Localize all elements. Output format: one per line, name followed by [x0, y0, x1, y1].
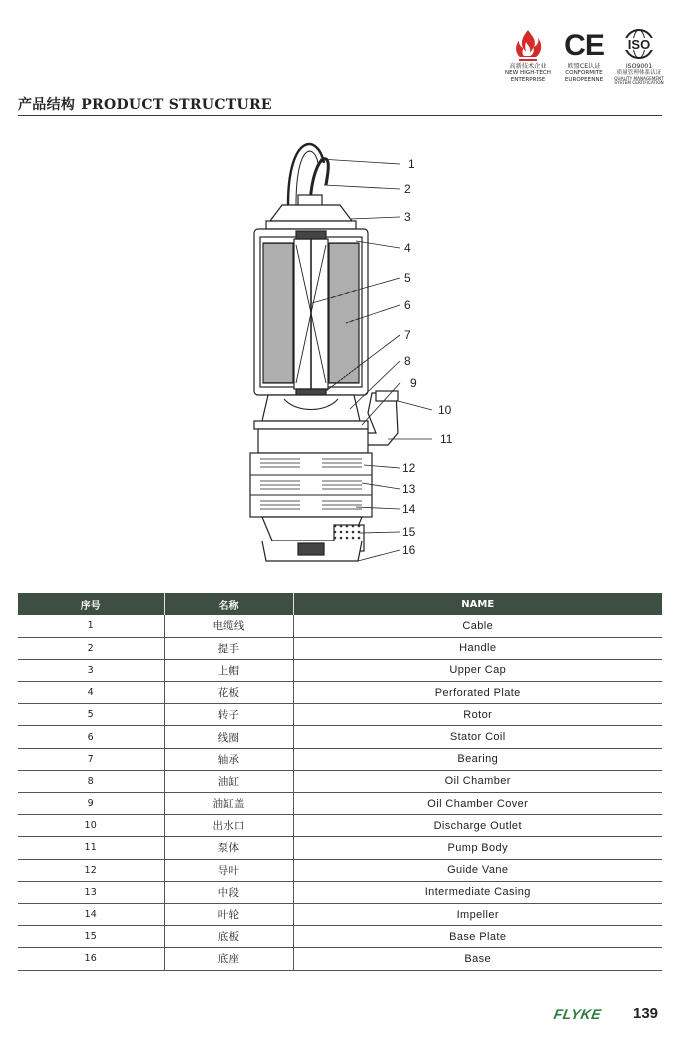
table-header-row [18, 593, 662, 615]
part-number-cell: 16 [18, 948, 164, 970]
callout-number: 7 [404, 328, 411, 342]
part-name-en-cell: Intermediate Casing [293, 881, 662, 903]
cert-caption-line: NEW HIGH-TECH [505, 70, 551, 77]
callout-number: 6 [404, 298, 411, 312]
part-name-en-cell: Rotor [293, 704, 662, 726]
callout-number: 12 [402, 461, 416, 475]
callout-number: 2 [404, 182, 411, 196]
cert-caption-line: 质量管理体系认证 [616, 70, 662, 77]
page-title-en: PRODUCT STRUCTURE [81, 97, 272, 113]
part-name-cn-cell: 花板 [164, 682, 293, 704]
part-number-cell: 11 [18, 837, 164, 859]
table-row [18, 837, 662, 859]
iso-certification-badge [612, 28, 666, 86]
heading-divider [18, 115, 662, 116]
part-name-cn-cell: 叶轮 [164, 903, 293, 925]
part-name-en-cell: Upper Cap [293, 659, 662, 681]
part-number-cell: 7 [18, 748, 164, 770]
table-row [18, 926, 662, 948]
part-name-cn-cell: 泵体 [164, 837, 293, 859]
part-number-cell: 8 [18, 770, 164, 792]
column-header-name-en: NAME [293, 593, 662, 615]
upper-cap-shape [270, 205, 352, 221]
part-name-en-cell: Cable [293, 615, 662, 637]
callout-number: 5 [404, 271, 411, 285]
part-number-cell: 9 [18, 793, 164, 815]
page-title-cn: 产品结构 [18, 97, 76, 113]
cert-caption-line: ENTERPRISE [510, 76, 546, 83]
callout-numbers [402, 157, 453, 557]
part-number-cell: 6 [18, 726, 164, 748]
part-name-en-cell: Impeller [293, 903, 662, 925]
table-row [18, 903, 662, 925]
part-name-cn-cell: 线圈 [164, 726, 293, 748]
part-name-en-cell: Discharge Outlet [293, 815, 662, 837]
ce-mark: CE [564, 29, 604, 62]
cert-caption-line: 欧盟CE认证 [567, 63, 601, 70]
part-name-cn-cell: 电缆线 [164, 615, 293, 637]
flame-logo-icon [510, 28, 546, 64]
part-number-cell: 3 [18, 659, 164, 681]
part-number-cell: 1 [18, 615, 164, 637]
callout-number: 9 [410, 376, 417, 390]
callout-number: 11 [440, 432, 453, 446]
part-number-cell: 4 [18, 682, 164, 704]
table-row [18, 659, 662, 681]
callout-number: 1 [408, 157, 415, 171]
part-name-en-cell: Oil Chamber [293, 770, 662, 792]
part-name-cn-cell: 底座 [164, 948, 293, 970]
iso-mark: ISO [627, 37, 651, 52]
column-header-number: 序号 [18, 593, 164, 615]
oil-chamber-shape [262, 395, 360, 421]
cert-caption-line: EUROPEENNE [564, 76, 604, 83]
callout-number: 8 [404, 354, 411, 368]
cert-caption-line: CONFORMITE [565, 70, 603, 77]
table-row [18, 748, 662, 770]
callout-number: 3 [404, 210, 411, 224]
high-tech-enterprise-badge [501, 28, 555, 83]
part-name-en-cell: Perforated Plate [293, 682, 662, 704]
part-number-cell: 2 [18, 637, 164, 659]
part-name-en-cell: Oil Chamber Cover [293, 793, 662, 815]
iso-globe-icon [619, 28, 659, 64]
table-row [18, 859, 662, 881]
part-number-cell: 5 [18, 704, 164, 726]
part-name-en-cell: Handle [293, 637, 662, 659]
part-name-cn-cell: 中段 [164, 881, 293, 903]
cert-caption-line: SYSTEM CERTIFICATION [614, 80, 664, 86]
table-row [18, 704, 662, 726]
certification-logos [501, 28, 666, 94]
column-header-name-cn: 名称 [164, 593, 293, 615]
table-row [18, 815, 662, 837]
oil-chamber-cover-shape [254, 421, 368, 429]
callout-number: 10 [438, 403, 452, 417]
callout-number: 13 [402, 482, 416, 496]
part-name-cn-cell: 油缸 [164, 770, 293, 792]
part-name-en-cell: Base Plate [293, 926, 662, 948]
table-row [18, 793, 662, 815]
pump-drawing [250, 144, 398, 561]
cert-caption-line: ISO9001 [625, 63, 653, 70]
part-name-cn-cell: 上帽 [164, 659, 293, 681]
parts-table-body [18, 615, 662, 970]
part-name-en-cell: Bearing [293, 748, 662, 770]
part-name-cn-cell: 油缸盖 [164, 793, 293, 815]
part-number-cell: 13 [18, 881, 164, 903]
stator-coil-left [263, 243, 293, 383]
ce-certification-badge [557, 28, 611, 83]
page-title [18, 94, 272, 114]
callout-number: 4 [404, 241, 411, 255]
table-row [18, 726, 662, 748]
table-row [18, 637, 662, 659]
part-number-cell: 10 [18, 815, 164, 837]
table-row [18, 948, 662, 970]
part-name-cn-cell: 底板 [164, 926, 293, 948]
cert-caption-line: 高新技术企业 [509, 63, 547, 70]
part-number-cell: 15 [18, 926, 164, 948]
table-row [18, 770, 662, 792]
table-row [18, 615, 662, 637]
part-number-cell: 14 [18, 903, 164, 925]
stator-coil-right [329, 243, 359, 383]
callout-number: 14 [402, 502, 416, 516]
table-row [18, 682, 662, 704]
page-number: 139 [633, 1005, 659, 1022]
callout-number: 16 [402, 543, 416, 557]
part-name-cn-cell: 导叶 [164, 859, 293, 881]
part-name-en-cell: Pump Body [293, 837, 662, 859]
table-row [18, 881, 662, 903]
parts-table [18, 593, 662, 971]
part-name-cn-cell: 轴承 [164, 748, 293, 770]
part-name-en-cell: Base [293, 948, 662, 970]
part-name-cn-cell: 转子 [164, 704, 293, 726]
part-name-en-cell: Guide Vane [293, 859, 662, 881]
part-number-cell: 12 [18, 859, 164, 881]
bearing-top [296, 231, 326, 239]
part-name-en-cell: Stator Coil [293, 726, 662, 748]
pump-body-shape [258, 429, 368, 453]
callout-number: 15 [402, 525, 416, 539]
cert-caption-line: QUALITY MANAGEMENT [614, 75, 664, 81]
part-name-cn-cell: 出水口 [164, 815, 293, 837]
brand-logo: FLYKE [552, 1006, 603, 1022]
pump-structure-diagram [200, 133, 480, 573]
part-name-cn-cell: 提手 [164, 637, 293, 659]
